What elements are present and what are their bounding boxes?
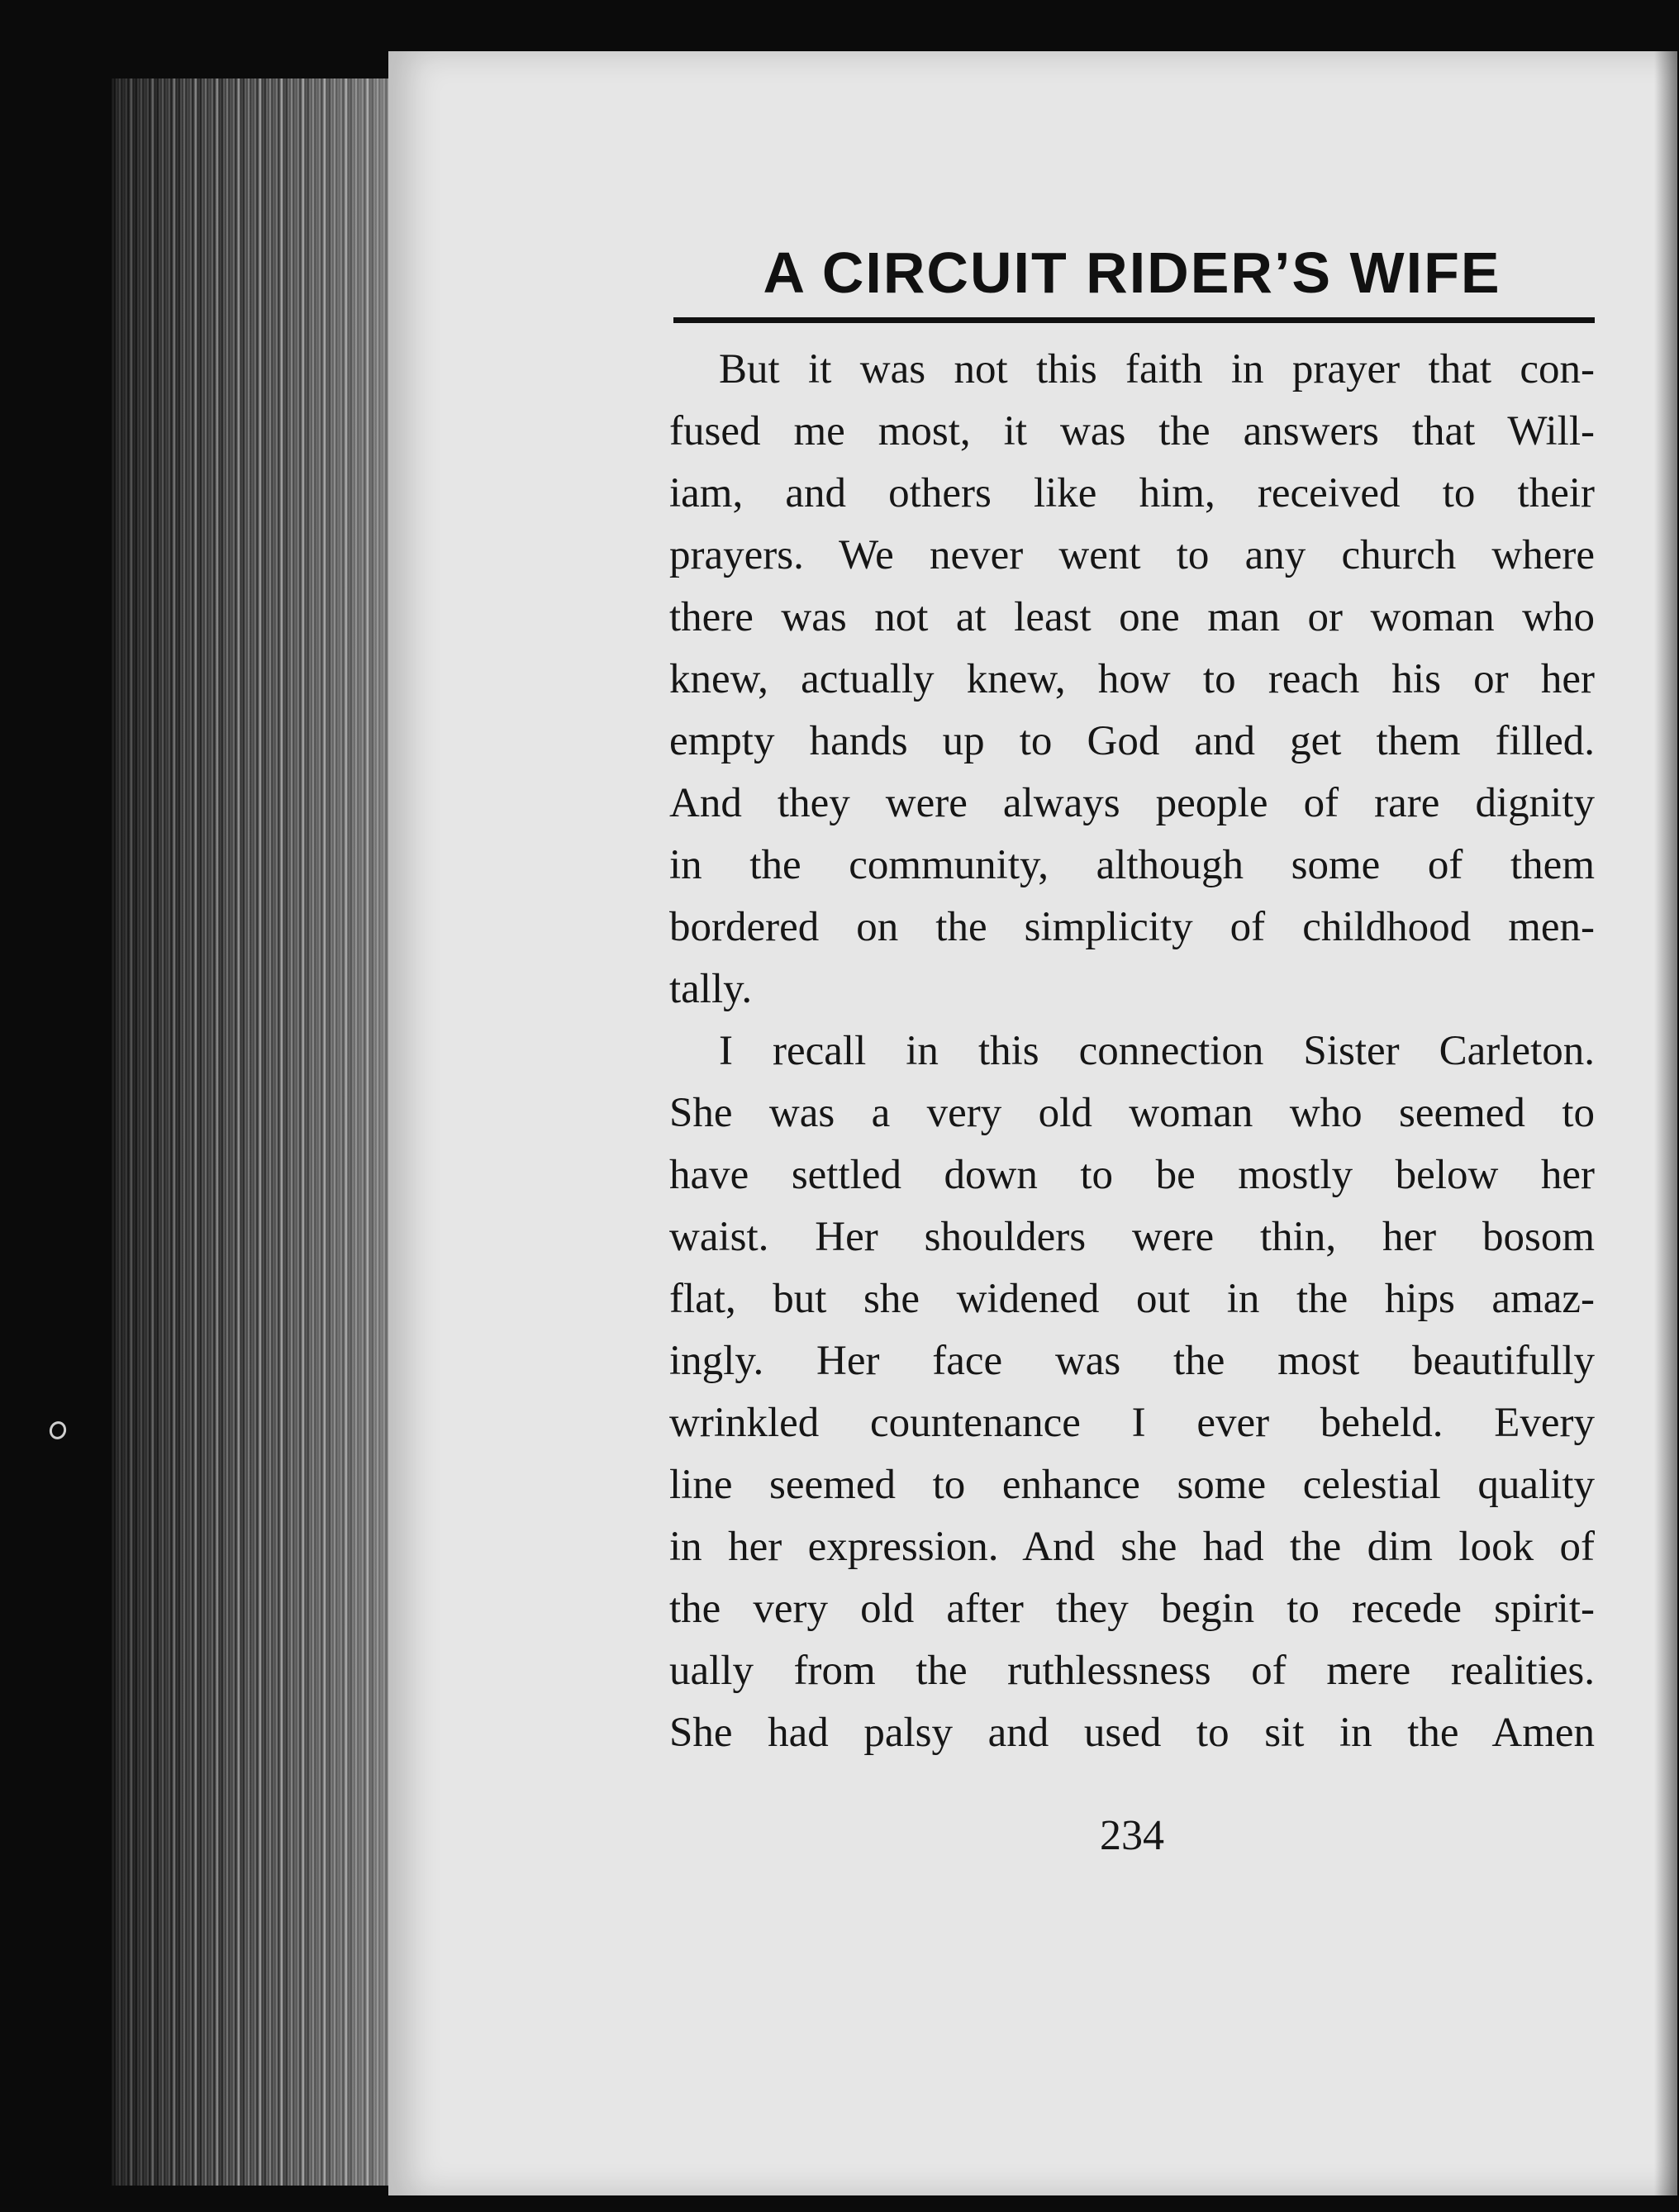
text-line: ingly. Her face was the most beautifully — [669, 1338, 1595, 1384]
text-line: fused me most, it was the answers that Will- — [669, 408, 1595, 454]
text-line: She had palsy and used to sit in the Amen — [669, 1710, 1595, 1756]
body-text — [669, 339, 1595, 1764]
header-rule — [673, 317, 1595, 323]
text-line: in the community, although some of them — [669, 842, 1595, 888]
paragraph-1 — [669, 339, 1595, 1020]
text-line: in her expression. And she had the dim look of — [669, 1524, 1595, 1570]
paragraph-2 — [669, 1020, 1595, 1764]
text-line: And they were always people of rare dignity — [669, 780, 1595, 826]
text-line: there was not at least one man or woman who — [669, 594, 1595, 640]
book-page-edges — [112, 78, 392, 2186]
text-line: bordered on the simplicity of childhood men- — [669, 904, 1595, 950]
text-line: line seemed to enhance some celestial quality — [669, 1462, 1595, 1508]
text-line: But it was not this faith in prayer that con- — [719, 346, 1595, 392]
text-line: flat, but she widened out in the hips amaz- — [669, 1276, 1595, 1322]
text-line: have settled down to be mostly below her — [669, 1152, 1595, 1198]
text-line: empty hands up to God and get them filled. — [669, 718, 1595, 764]
text-line: ually from the ruthlessness of mere realities. — [669, 1648, 1595, 1694]
text-line: She was a very old woman who seemed to — [669, 1090, 1595, 1136]
text-line: prayers. We never went to any church where — [669, 532, 1595, 578]
text-line: wrinkled countenance I ever beheld. Every — [669, 1400, 1595, 1446]
page-number: 234 — [1100, 1812, 1164, 1859]
text-line: knew, actually knew, how to reach his or her — [669, 656, 1595, 702]
text-line: waist. Her shoulders were thin, her bosom — [669, 1214, 1595, 1260]
book-page — [388, 51, 1677, 2195]
text-line: the very old after they begin to recede spirit- — [669, 1586, 1595, 1632]
text-line: I recall in this connection Sister Carleton. — [719, 1028, 1595, 1074]
running-head: A CIRCUIT RIDER’S WIFE — [763, 240, 1501, 305]
text-line: iam, and others like him, received to their — [669, 470, 1595, 516]
text-line: tally. — [669, 966, 753, 1012]
